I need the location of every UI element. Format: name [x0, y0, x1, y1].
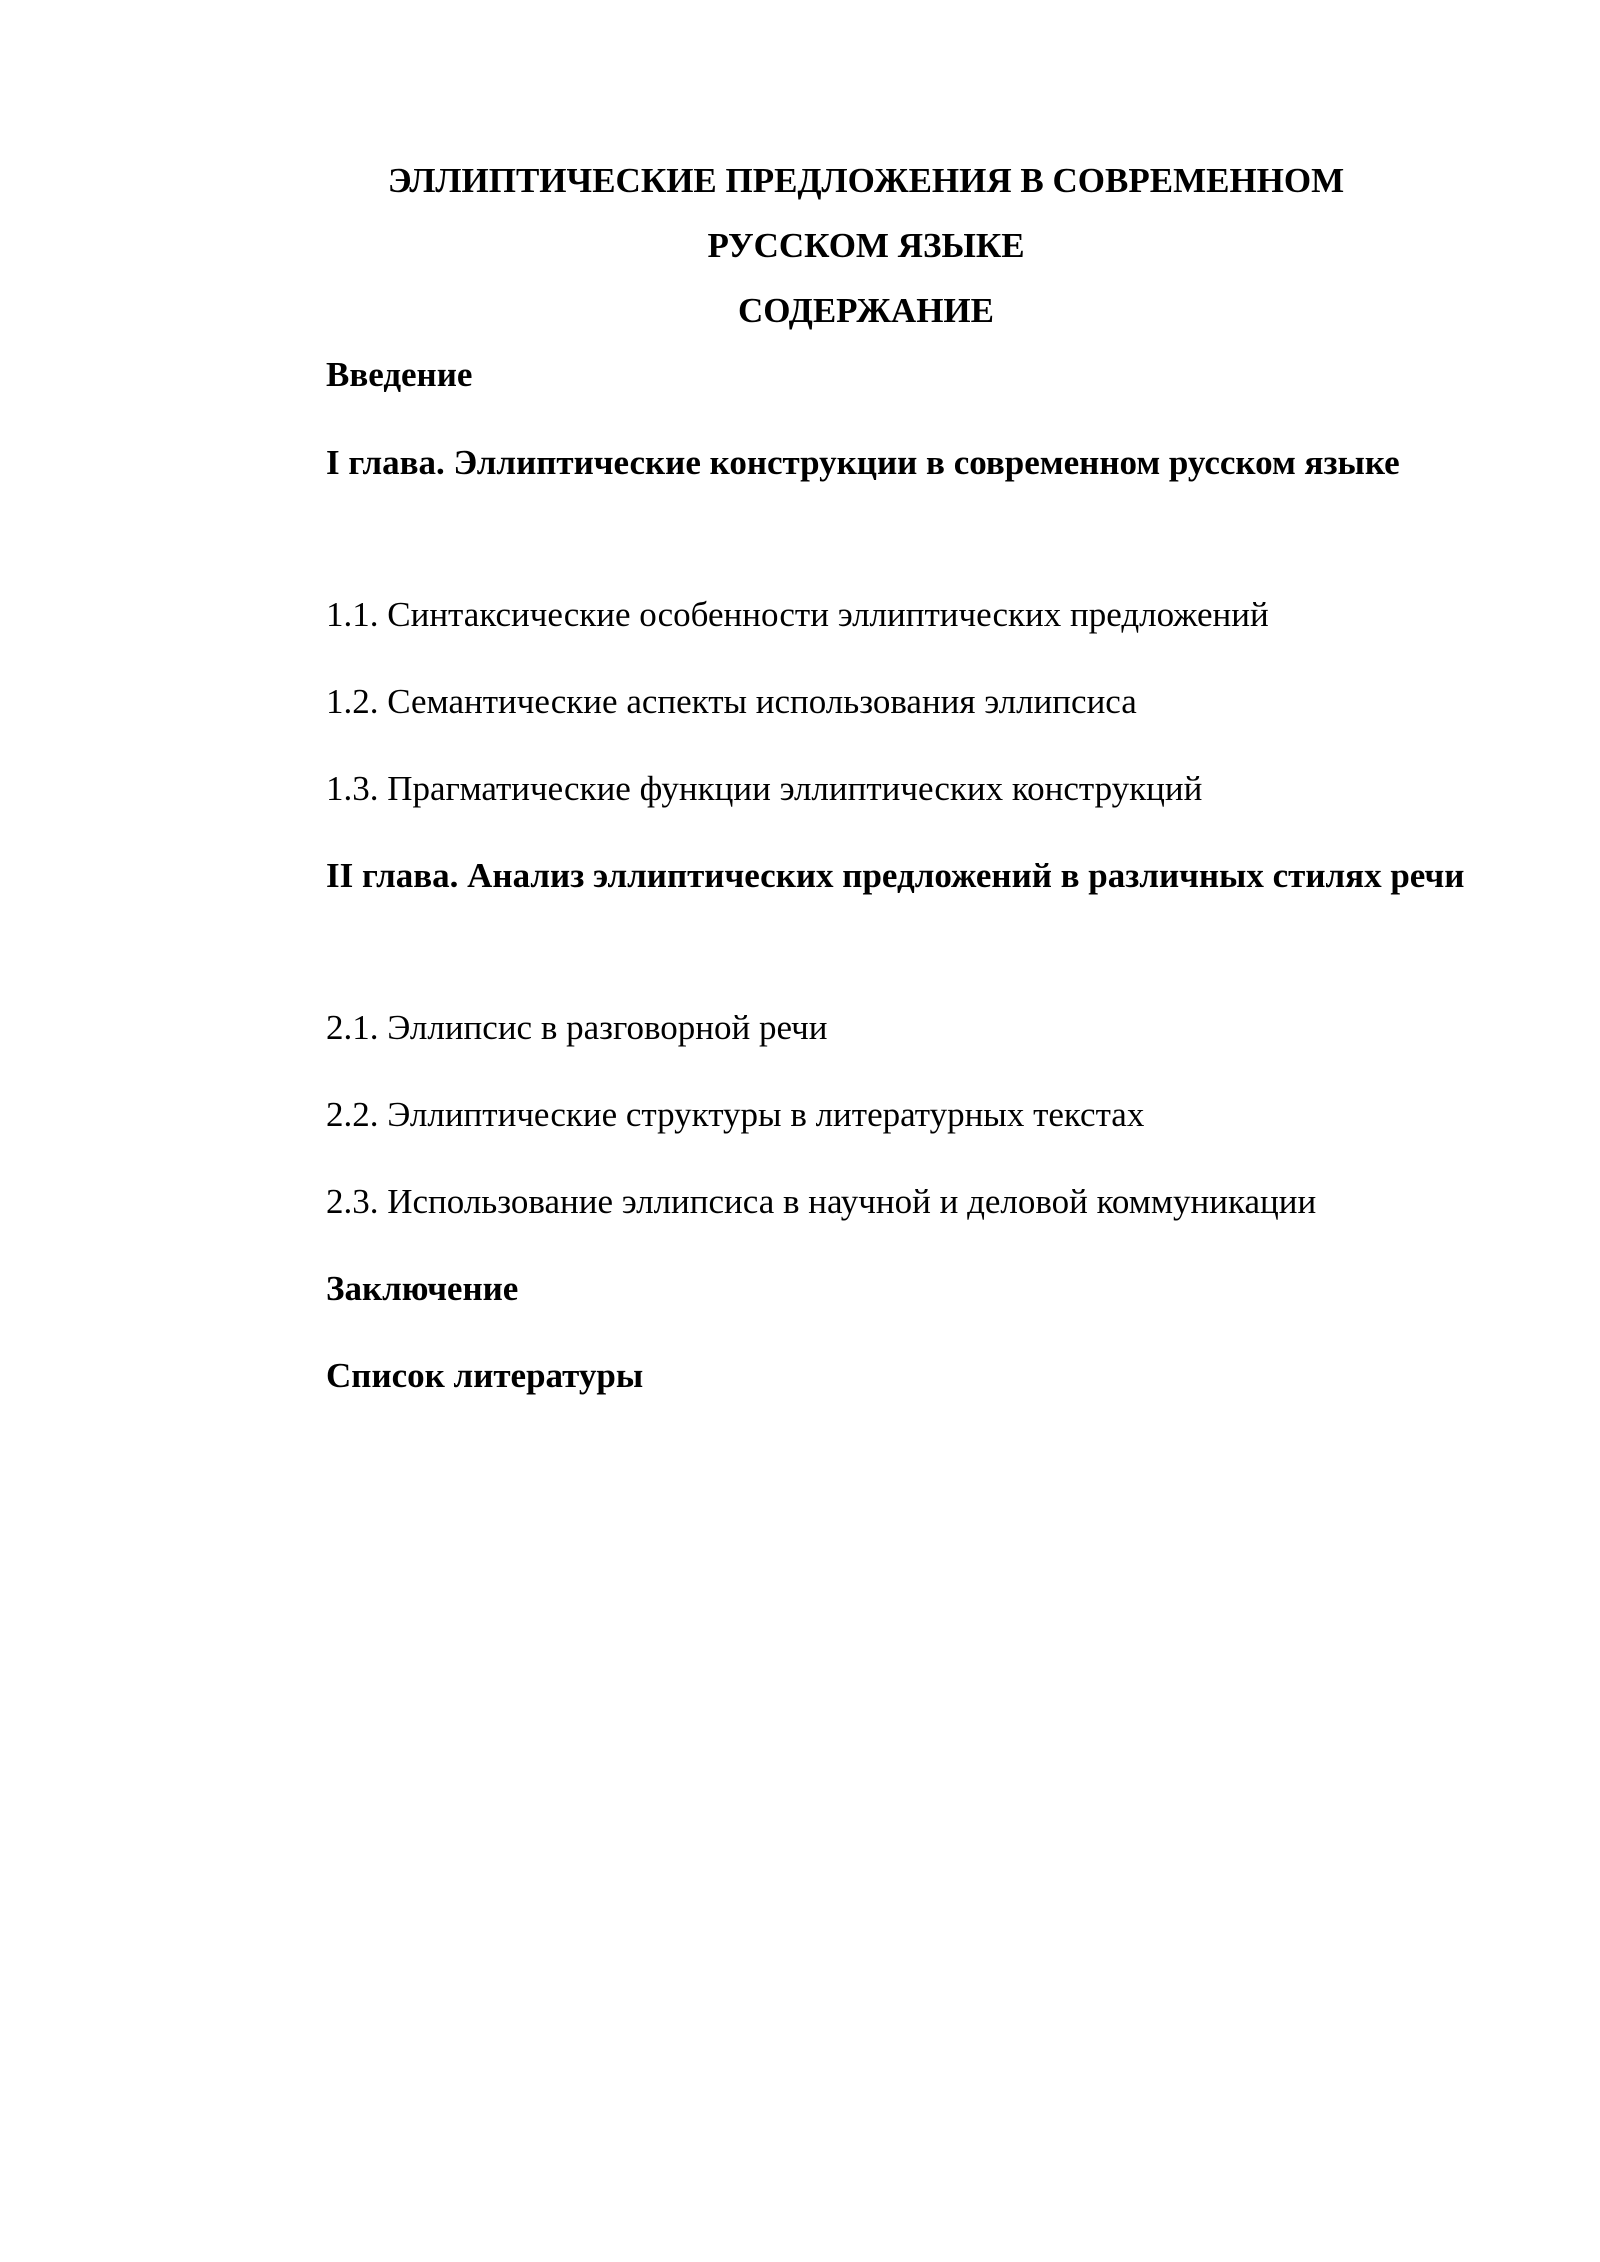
- toc-entry-section-2-1: 2.1. Эллипсис в разговорной речи: [326, 1008, 828, 1047]
- toc-entry-section-1-1: 1.1. Синтаксические особенности эллиптических предложений: [326, 595, 1269, 634]
- document-title: [230, 148, 1502, 278]
- toc-entry-section-2-3: 2.3. Использование эллипсиса в научной и деловой коммуникации: [326, 1182, 1317, 1221]
- toc-entry-chapter-2: II глава. Анализ эллиптических предложений в различных стилях речи: [326, 856, 1465, 895]
- toc-entry-section-1-2: 1.2. Семантические аспекты использования эллипсиса: [326, 682, 1137, 721]
- toc-entry-section-1-3: 1.3. Прагматические функции эллиптических конструкций: [326, 769, 1203, 808]
- contents-heading: СОДЕРЖАНИЕ: [737, 291, 994, 330]
- toc-entry-conclusion: Заключение: [326, 1269, 519, 1308]
- toc-entry-chapter-1: I глава. Эллиптические конструкции в современном русском языке: [326, 443, 1400, 482]
- toc-entry-introduction: Введение: [326, 355, 473, 394]
- title-line-1: ЭЛЛИПТИЧЕСКИЕ ПРЕДЛОЖЕНИЯ В СОВРЕМЕННОМ: [387, 161, 1345, 200]
- toc-entry-section-2-2: 2.2. Эллиптические структуры в литературных текстах: [326, 1095, 1145, 1134]
- toc-entry-references: Список литературы: [326, 1356, 644, 1395]
- title-line-2: РУССКОМ ЯЗЫКЕ: [707, 226, 1025, 265]
